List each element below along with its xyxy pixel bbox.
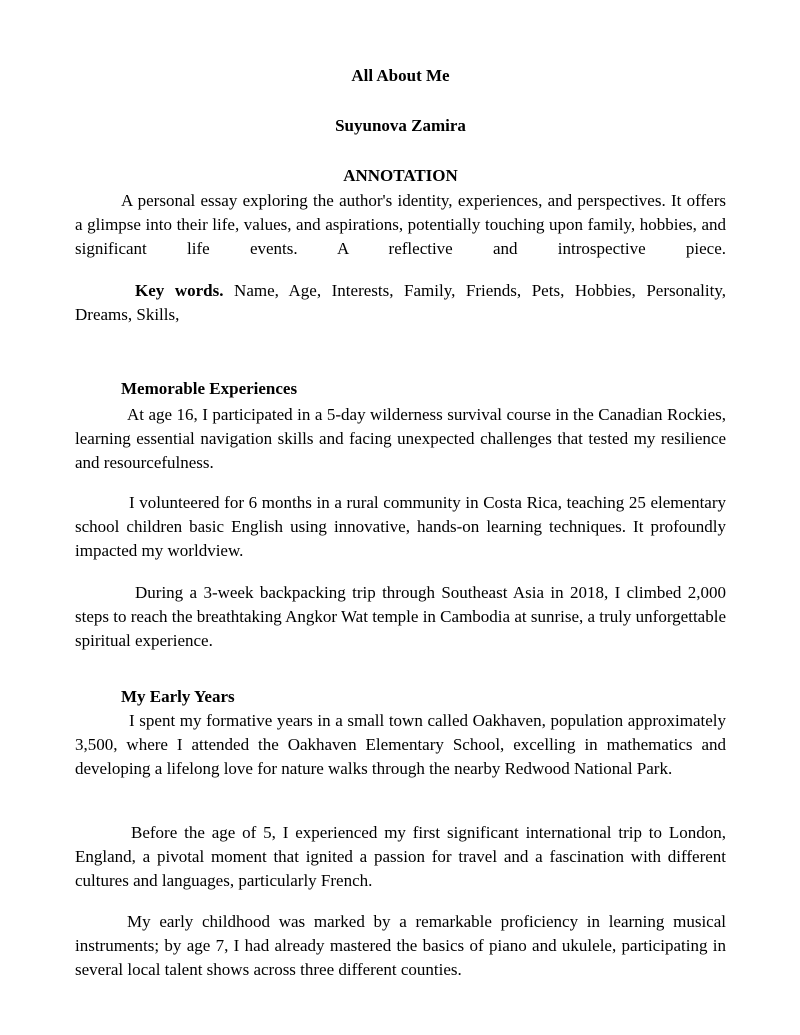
annotation-text: A personal essay exploring the author's identity, experiences, and perspectives. It offers a glimpse into their life, values, and aspirations, potentially touching upon family, hobbies, and significant life events. A reflective and introspective piece. <box>75 191 726 258</box>
section-heading-memorable-experiences: Memorable Experiences <box>121 379 298 398</box>
author-name: Suyunova Zamira <box>335 116 466 135</box>
section-heading-my-early-years: My Early Years <box>121 687 235 706</box>
paragraph: I volunteered for 6 months in a rural community in Costa Rica, teaching 25 elementary school children basic English using innovative, hands-on learning techniques. It profoundly impacted my worldview. <box>75 493 726 560</box>
paragraph: At age 16, I participated in a 5-day wilderness survival course in the Canadian Rockies, learning essential navigation skills and facing unexpected challenges that tested my resilience and resourcefulness. <box>75 405 726 472</box>
paragraph: I spent my formative years in a small town called Oakhaven, population approximately 3,500, where I attended the Oakhaven Elementary School, excelling in mathematics and developing a lifelong love for nature walks through the nearby Redwood National Park. <box>75 711 726 778</box>
paragraph: My early childhood was marked by a remarkable proficiency in learning musical instruments; by age 7, I had already mastered the basics of piano and ukulele, participating in several local talent shows across three different counties. <box>75 912 726 979</box>
keywords-label: Key words. <box>135 281 224 300</box>
keywords-paragraph <box>75 279 726 327</box>
keywords-text: Name, Age, Interests, Family, Friends, Pets, Hobbies, Personality, Dreams, Skills, <box>75 281 726 324</box>
document-title: All About Me <box>351 66 450 85</box>
annotation-heading: ANNOTATION <box>343 166 458 185</box>
paragraph: Before the age of 5, I experienced my first significant international trip to London, England, a pivotal moment that ignited a passion for travel and a fascination with different cultures and languages, particularly French. <box>75 823 726 890</box>
paragraph: During a 3-week backpacking trip through Southeast Asia in 2018, I climbed 2,000 steps to reach the breathtaking Angkor Wat temple in Cambodia at sunrise, a truly unforgettable spiritual experience. <box>75 583 726 650</box>
